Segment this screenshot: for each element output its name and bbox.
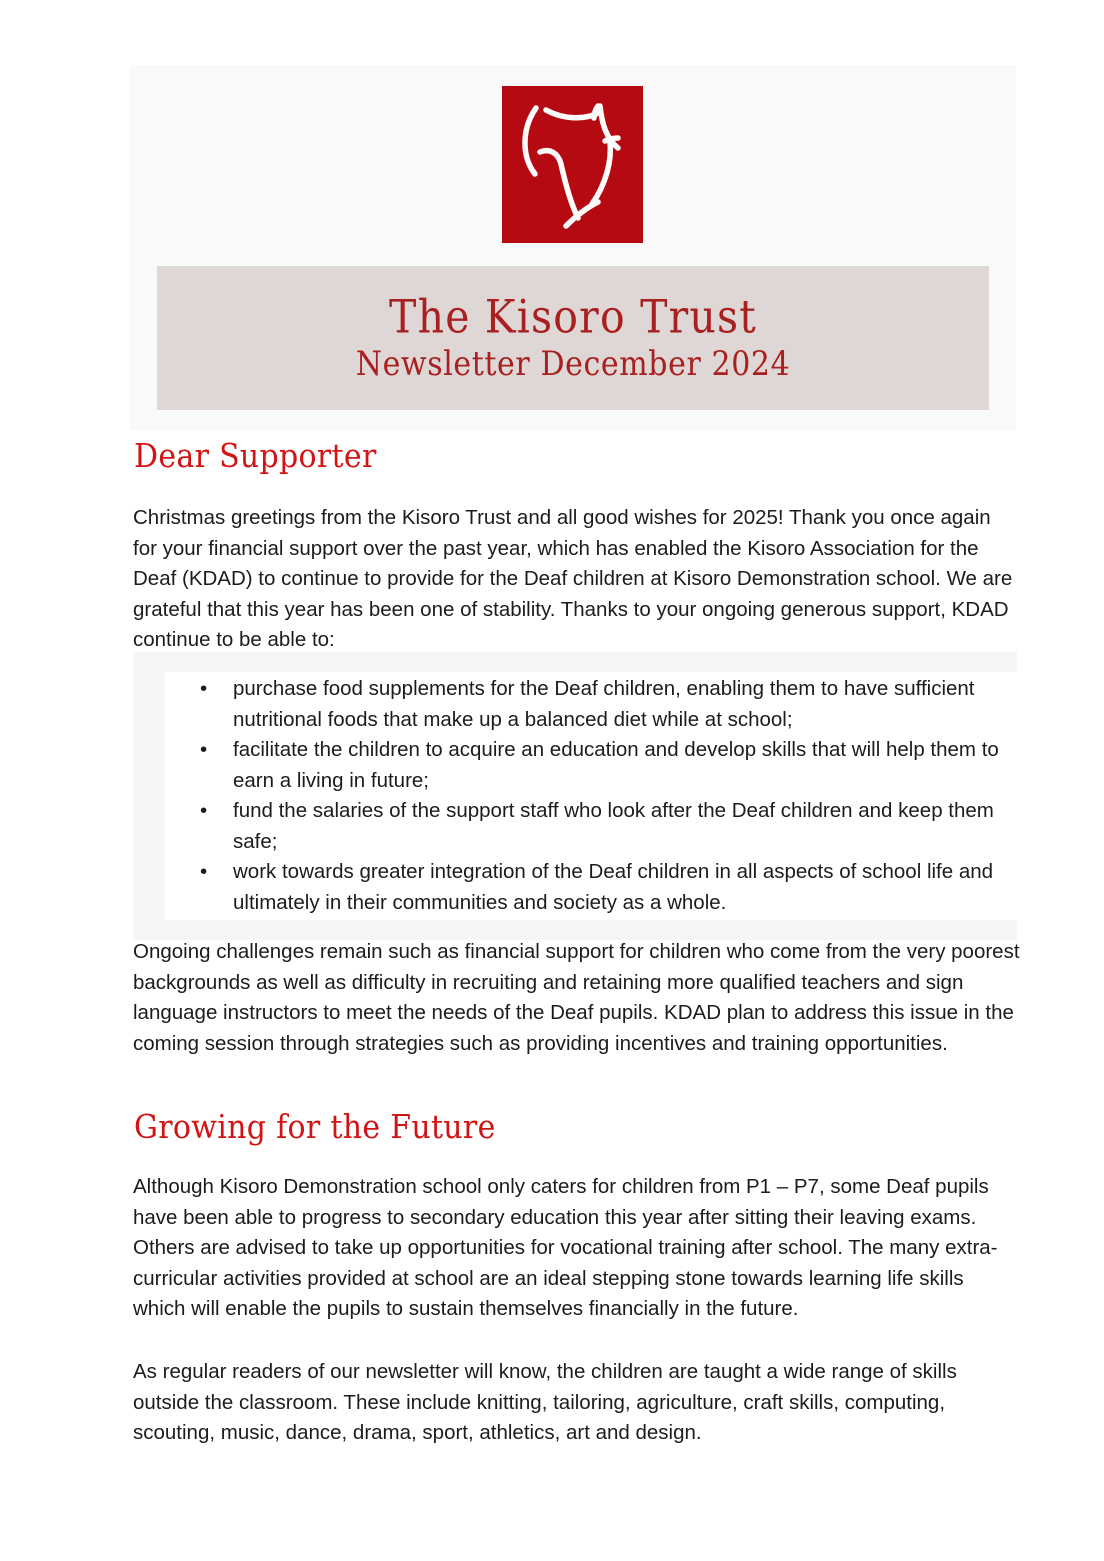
newsletter-subtitle: Newsletter December 2024 (355, 344, 791, 384)
list-item-text: purchase food supplements for the Deaf children, enabling them to have sufficient nutritional foods that make up a balanced diet while at school; (233, 677, 975, 731)
logo-container (502, 86, 643, 243)
paragraph-ongoing-challenges: Ongoing challenges remain such as financial support for children who come from the very poorest backgrounds as well as difficulty in recruiting and retaining more qualified teachers and sign language instructors to meet the needs of the Deaf pupils. KDAD plan to address this issue in the coming session through strategies such as providing incentives and training opportunities. (133, 940, 1020, 1055)
kisoro-trust-logo-icon (502, 86, 643, 243)
section-heading-dear-supporter: Dear Supporter (134, 438, 377, 476)
section-heading-growing-for-the-future: Growing for the Future (134, 1109, 496, 1147)
support-outcomes-list (165, 674, 1017, 918)
bullet-icon: • (200, 738, 208, 761)
list-item-text: work towards greater integration of the Deaf children in all aspects of school life and ultimately in their communities and society as a whole. (233, 860, 994, 914)
bullet-icon: • (200, 677, 208, 700)
list-item (165, 735, 1017, 796)
bullet-list-shaded-band (133, 652, 1017, 940)
newsletter-title: The Kisoro Trust (389, 289, 757, 344)
paragraph-intro: Christmas greetings from the Kisoro Trust and all good wishes for 2025! Thank you once again for your financial support over the past year, which has enabled the Kisoro Association for the Deaf (KDAD) to continue to provide for the Deaf children at Kisoro Demonstration school. We are grateful that this year has been one of stability. Thanks to your ongoing generous support, KDAD continue to be able to: (133, 506, 1013, 651)
paragraph-growing-skills: As regular readers of our newsletter will know, the children are taught a wide range of skills outside the classroom. These include knitting, tailoring, agriculture, craft skills, computing, scouting, music, dance, drama, sport, athletics, art and design. (133, 1360, 957, 1444)
bullet-icon: • (200, 860, 208, 883)
paragraph-growing-education: Although Kisoro Demonstration school only caters for children from P1 – P7, some Deaf pupils have been able to progress to secondary education this year after sitting their leaving exams. Others are advised to take up opportunities for vocational training after school. The many extra-curricular activities provided at school are an ideal stepping stone towards learning life skills which will enable the pupils to sustain themselves financially in the future. (133, 1175, 998, 1320)
bullet-list-panel (165, 672, 1017, 920)
title-banner (157, 266, 989, 410)
bullet-icon: • (200, 799, 208, 822)
list-item-text: fund the salaries of the support staff who look after the Deaf children and keep them safe; (233, 799, 994, 853)
list-item (165, 857, 1017, 918)
list-item-text: facilitate the children to acquire an education and develop skills that will help them to earn a living in future; (233, 738, 999, 792)
newsletter-header-block (130, 65, 1016, 430)
list-item (165, 796, 1017, 857)
list-item (165, 674, 1017, 735)
